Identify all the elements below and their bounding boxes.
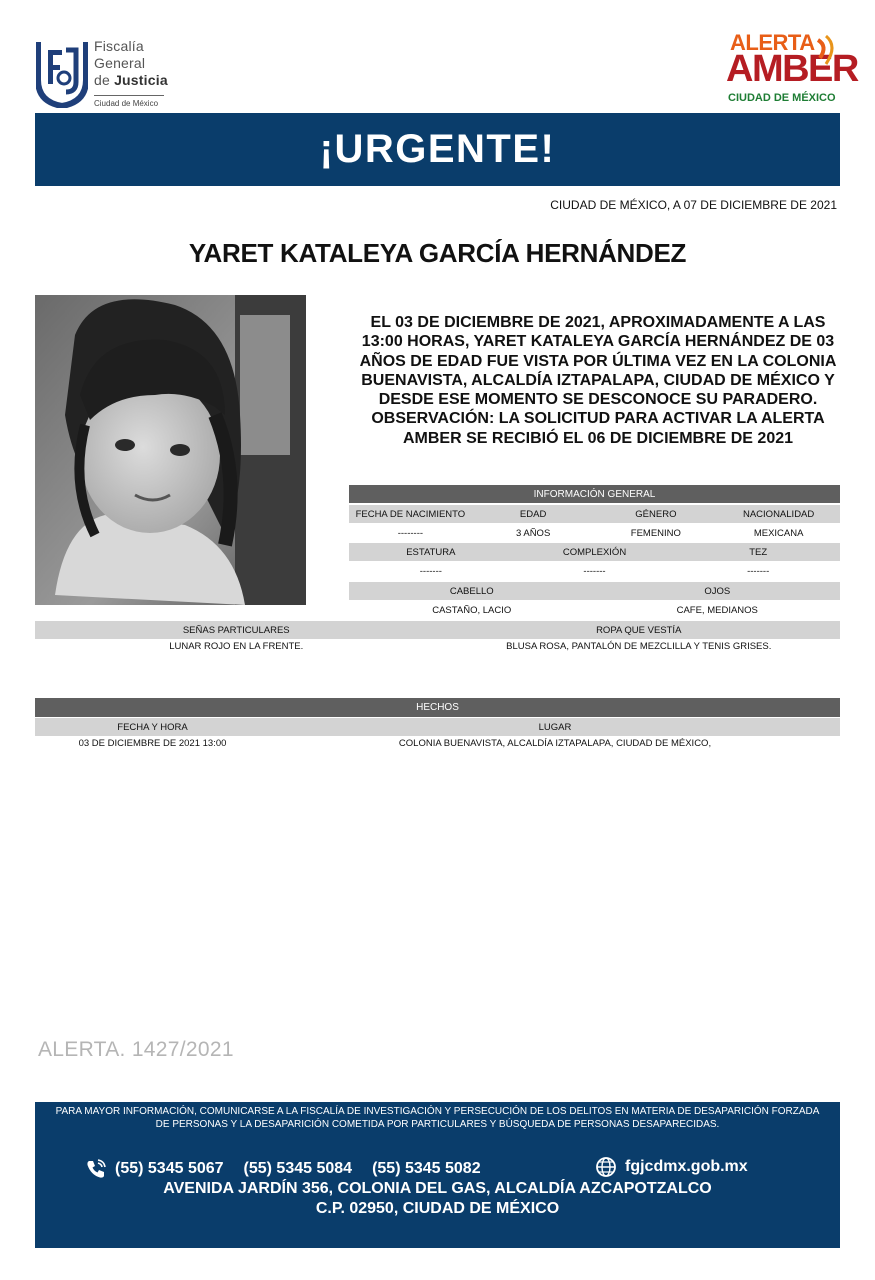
- header-ropa: ROPA QUE VESTÍA: [596, 624, 682, 636]
- value-nacionalidad: MEXICANA: [753, 527, 804, 539]
- header-lugar: LUGAR: [538, 721, 572, 733]
- value-fecha-nacimiento: --------: [397, 527, 424, 539]
- address-line-1: AVENIDA JARDÍN 356, COLONIA DEL GAS, ALCALDÍA AZCAPOTZALCO: [163, 1180, 712, 1197]
- fgj-line-1: Fiscalía: [94, 38, 144, 54]
- value-senas-particulares: LUNAR ROJO EN LA FRENTE.: [169, 640, 304, 652]
- fgj-line-3-prefix: de: [94, 72, 115, 88]
- info-row2-headers: [349, 543, 840, 561]
- urgent-title: ¡URGENTE!: [319, 127, 556, 171]
- phone-3[interactable]: (55) 5345 5082: [372, 1160, 481, 1177]
- phone-icon: [85, 1158, 107, 1180]
- info-row3-values: [349, 601, 840, 619]
- hechos-title: HECHOS: [35, 698, 840, 717]
- amber-line-2: AMBER: [726, 48, 858, 90]
- info-row2-values: [349, 562, 840, 580]
- missing-person-photo: [35, 295, 306, 605]
- header-cabello: CABELLO: [449, 585, 494, 597]
- fgj-logo: [36, 36, 186, 108]
- value-ojos: CAFE, MEDIANOS: [676, 604, 758, 616]
- phone-2[interactable]: (55) 5345 5084: [243, 1160, 353, 1177]
- info-row1-headers: [349, 505, 840, 523]
- footer-info: PARA MAYOR INFORMACIÓN, COMUNICARSE A LA FISCALÍA DE INVESTIGACIÓN Y PERSECUCIÓN DE LOS DELITOS EN MATERIA DE DESAPARICIÓN FORZADA DE PERSONAS Y LA DESAPARICIÓN COMETIDA POR PARTICULARES Y BÚSQUEDA DE PERSONAS DESAPARECIDAS.: [55, 1106, 820, 1130]
- fgj-emblem-icon: [36, 36, 88, 108]
- header-edad: EDAD: [519, 508, 547, 520]
- website-link[interactable]: fgjcdmx.gob.mx: [625, 1158, 748, 1175]
- value-ropa: BLUSA ROSA, PANTALÓN DE MEZCLILLA Y TENIS GRISES.: [506, 640, 772, 652]
- header-fecha-nacimiento: FECHA DE NACIMIENTO: [355, 508, 466, 520]
- value-genero: FEMENINO: [630, 527, 681, 539]
- header-nacionalidad: NACIONALIDAD: [742, 508, 815, 520]
- date-line: CIUDAD DE MÉXICO, A 07 DE DICIEMBRE DE 2021: [550, 198, 837, 212]
- fgj-line-3-bold: Justicia: [114, 72, 168, 88]
- value-edad: 3 AÑOS: [515, 527, 551, 539]
- particulars-values: [35, 637, 840, 655]
- info-row1-values: [349, 524, 840, 542]
- phones-row: [85, 1158, 481, 1180]
- web-row: [595, 1156, 748, 1178]
- value-tez: -------: [747, 565, 770, 577]
- value-complexion: -------: [583, 565, 606, 577]
- header-complexion: COMPLEXIÓN: [562, 546, 627, 558]
- alert-code: ALERTA. 1427/2021: [38, 1038, 234, 1061]
- person-name: YARET KATALEYA GARCÍA HERNÁNDEZ: [188, 238, 687, 268]
- fgj-line-2: General: [94, 55, 146, 71]
- value-estatura: -------: [419, 565, 442, 577]
- phone-1[interactable]: (55) 5345 5067: [115, 1160, 224, 1177]
- amber-line-1: ALERTA: [730, 30, 815, 55]
- globe-icon: [595, 1156, 617, 1178]
- header-tez: TEZ: [749, 546, 768, 558]
- header-genero: GÉNERO: [635, 508, 677, 520]
- header-senas-particulares: SEÑAS PARTICULARES: [182, 624, 290, 636]
- fgj-subtitle: Ciudad de México: [94, 95, 164, 108]
- value-lugar: COLONIA BUENAVISTA, ALCALDÍA IZTAPALAPA, CIUDAD DE MÉXICO,: [398, 737, 712, 749]
- urgent-banner: [35, 113, 840, 186]
- alerta-amber-logo: [722, 30, 858, 108]
- value-fecha-hora: 03 DE DICIEMBRE DE 2021 13:00: [78, 737, 227, 749]
- footer: [35, 1102, 840, 1248]
- value-cabello: CASTAÑO, LACIO: [432, 604, 512, 616]
- info-row3-headers: [349, 582, 840, 600]
- hechos-values: [35, 734, 840, 752]
- header-fecha-hora: FECHA Y HORA: [117, 721, 188, 733]
- header-ojos: OJOS: [704, 585, 731, 597]
- header-estatura: ESTATURA: [406, 546, 456, 558]
- amber-waves-icon: [814, 32, 842, 72]
- amber-line-3: CIUDAD DE MÉXICO: [728, 92, 836, 104]
- info-general-title: INFORMACIÓN GENERAL: [349, 485, 840, 503]
- address-line-2: C.P. 02950, CIUDAD DE MÉXICO: [315, 1200, 560, 1217]
- incident-description: EL 03 DE DICIEMBRE DE 2021, APROXIMADAMENTE A LAS 13:00 HORAS, YARET KATALEYA GARCÍA HERNÁNDEZ DE 03 AÑOS DE EDAD FUE VISTA POR ÚLTIMA VEZ EN LA COLONIA BUENAVISTA, ALCALDÍA IZTAPALAPA, CIUDAD DE MÉXICO Y DESDE ESE MOMENTO SE DESCONOCE SU PARADERO. OBSERVACIÓN: LA SOLICITUD PARA ACTIVAR LA ALERTA AMBER SE RECIBIÓ EL 06 DE DICIEMBRE DE 2021: [359, 314, 837, 447]
